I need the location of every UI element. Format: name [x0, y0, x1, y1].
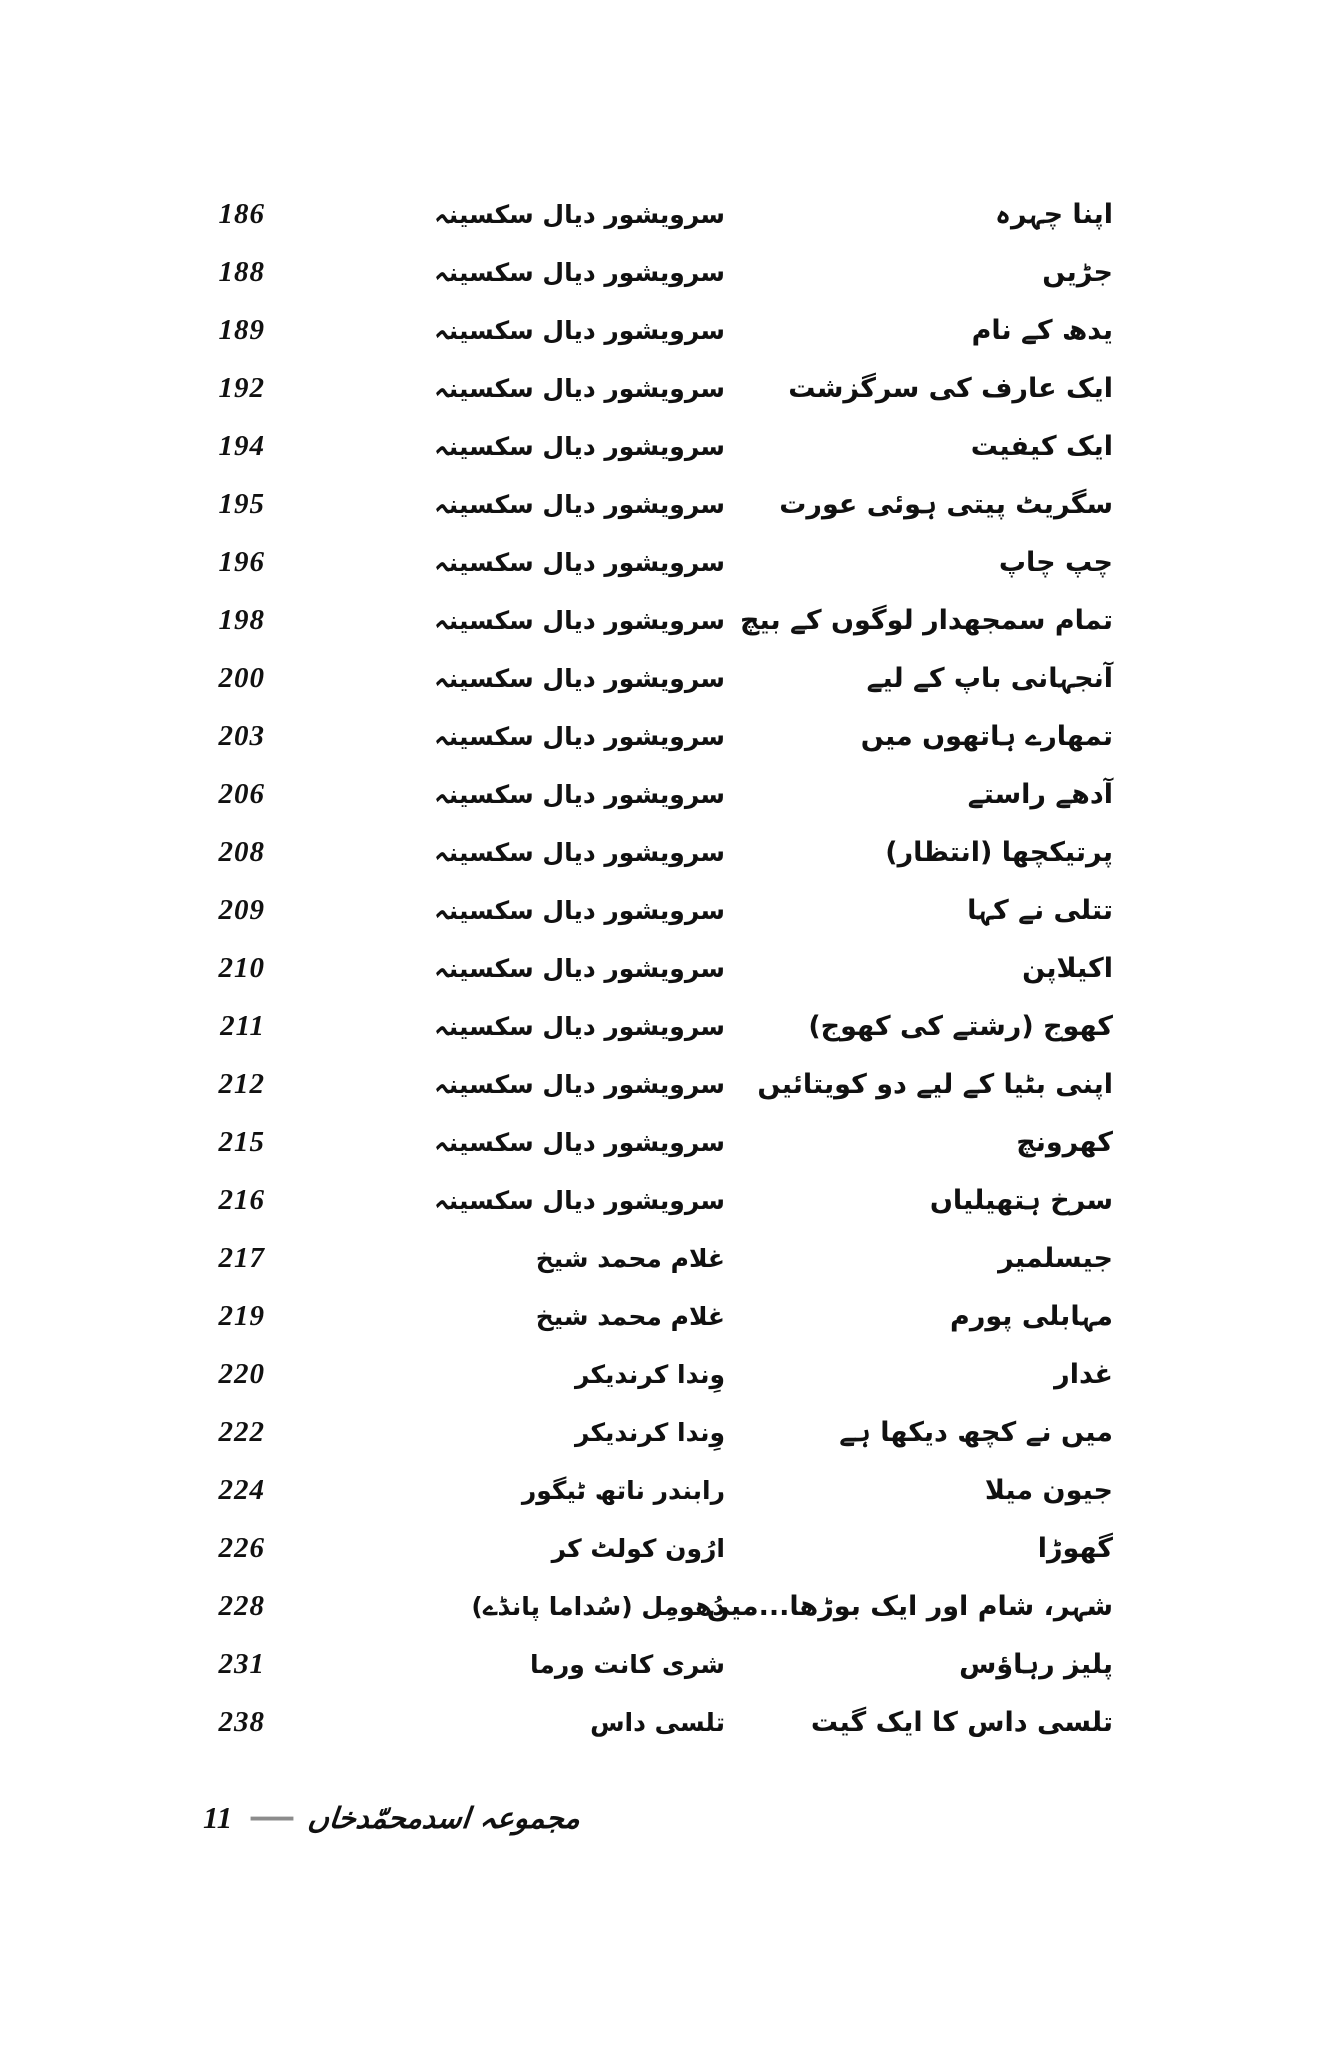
toc-author: غلام محمد شیخ [535, 1243, 725, 1273]
toc-page-number: 226 [218, 1531, 265, 1564]
toc-title: تتلی نے کہا [967, 894, 1113, 926]
toc-row [0, 1055, 1325, 1113]
toc-author: سرویشور دیال سکسینہ [434, 1069, 725, 1099]
toc-page-number: 195 [218, 487, 265, 520]
toc-author: سرویشور دیال سکسینہ [434, 373, 725, 403]
toc-title: تمھارے ہاتھوں میں [860, 720, 1113, 752]
toc-page-number: 209 [218, 893, 265, 926]
toc-title: چپ چاپ [998, 546, 1113, 578]
toc-row [0, 359, 1325, 417]
footer-dash: — [248, 1800, 294, 1835]
footer-page-number: 11 [203, 1800, 233, 1835]
toc-author: سرویشور دیال سکسینہ [434, 721, 725, 751]
toc-row [0, 881, 1325, 939]
toc-author: رابندر ناتھ ٹیگور [521, 1475, 725, 1505]
toc-title: جیسلمیر [998, 1242, 1113, 1274]
toc-page-number: 216 [218, 1183, 265, 1216]
toc-title: اکیلاپن [1022, 952, 1113, 984]
toc-author: سرویشور دیال سکسینہ [434, 257, 725, 287]
toc-row [0, 765, 1325, 823]
toc-row [0, 301, 1325, 359]
toc-author: سرویشور دیال سکسینہ [434, 1185, 725, 1215]
toc-page-number: 220 [218, 1357, 265, 1390]
toc-author: شری کانت ورما [529, 1649, 725, 1679]
toc-author: تلسی داس [590, 1707, 725, 1737]
toc-page-number: 186 [218, 197, 265, 230]
toc-title: شہر، شام اور ایک بوڑھا...میں [706, 1590, 1113, 1622]
toc-author: سرویشور دیال سکسینہ [434, 895, 725, 925]
toc-title: تمام سمجھدار لوگوں کے بیچ [740, 604, 1113, 636]
toc-title: اپنا چہرہ [995, 198, 1113, 230]
toc-title: کھرونچ [1016, 1126, 1113, 1158]
toc-page-number: 228 [218, 1589, 265, 1622]
toc-row [0, 1113, 1325, 1171]
toc-page-number: 210 [218, 951, 265, 984]
toc-page-number: 198 [218, 603, 265, 636]
toc-title: کھوج (رشتے کی کھوج) [808, 1010, 1113, 1042]
toc-author: سرویشور دیال سکسینہ [434, 315, 725, 345]
toc-title: آنجہانی باپ کے لیے [866, 662, 1113, 694]
toc-author: وِندا کرندیکر [574, 1359, 725, 1389]
toc-page-number: 206 [218, 777, 265, 810]
toc-author: سرویشور دیال سکسینہ [434, 1127, 725, 1157]
toc-page-number: 194 [218, 429, 265, 462]
toc-page-number: 189 [218, 313, 265, 346]
toc-row [0, 823, 1325, 881]
toc-author: سرویشور دیال سکسینہ [434, 547, 725, 577]
toc-page-number: 224 [218, 1473, 265, 1506]
toc-row [0, 185, 1325, 243]
toc-page-number: 219 [218, 1299, 265, 1332]
toc-page-number: 192 [218, 371, 265, 404]
toc-row [0, 1461, 1325, 1519]
toc-title: سرخ ہتھیلیاں [929, 1184, 1113, 1216]
toc-author: سرویشور دیال سکسینہ [434, 199, 725, 229]
toc-author: سرویشور دیال سکسینہ [434, 837, 725, 867]
toc-author: سرویشور دیال سکسینہ [434, 953, 725, 983]
toc-author: وِندا کرندیکر [574, 1417, 725, 1447]
toc-page-number: 238 [218, 1705, 265, 1738]
toc-row [0, 243, 1325, 301]
toc-title: جڑیں [1042, 256, 1113, 288]
toc-page-number: 231 [218, 1647, 265, 1680]
toc-title: ایک عارف کی سرگزشت [788, 372, 1113, 404]
toc-row [0, 1171, 1325, 1229]
toc-page-number: 208 [218, 835, 265, 868]
toc-row [0, 591, 1325, 649]
toc-author: سرویشور دیال سکسینہ [434, 779, 725, 809]
toc-title: جیون میلا [984, 1474, 1113, 1506]
toc-page-number: 222 [218, 1415, 265, 1448]
toc-page-number: 215 [218, 1125, 265, 1158]
toc-page-number: 200 [218, 661, 265, 694]
toc-title: پلیز رہاؤس [959, 1648, 1113, 1680]
footer-book-title: مجموعہ اسدمحمّدخاں [306, 1801, 583, 1835]
toc-row [0, 939, 1325, 997]
toc-author: سرویشور دیال سکسینہ [434, 1011, 725, 1041]
toc-row [0, 707, 1325, 765]
toc-page-number: 217 [218, 1241, 265, 1274]
toc-row [0, 1577, 1325, 1635]
toc-title: میں نے کچھ دیکھا ہے [839, 1416, 1113, 1448]
toc-row [0, 475, 1325, 533]
toc-row [0, 1403, 1325, 1461]
toc-row [0, 533, 1325, 591]
toc-author: سرویشور دیال سکسینہ [434, 431, 725, 461]
toc-title: اپنی بٹیا کے لیے دو کویتائیں [757, 1068, 1113, 1100]
toc-row [0, 1287, 1325, 1345]
toc-title: ایک کیفیت [970, 430, 1113, 462]
toc-row [0, 1635, 1325, 1693]
toc-page-number: 211 [220, 1009, 265, 1042]
toc-title: مہابلی پورم [950, 1300, 1113, 1332]
toc-row [0, 417, 1325, 475]
toc-author: سرویشور دیال سکسینہ [434, 489, 725, 519]
toc-author: سرویشور دیال سکسینہ [434, 663, 725, 693]
toc-page-number: 188 [218, 255, 265, 288]
toc-page-number: 203 [218, 719, 265, 752]
toc-page-number: 196 [218, 545, 265, 578]
page-footer [203, 1795, 1325, 1841]
toc-title: آدھے راستے [967, 778, 1113, 810]
toc-author: غلام محمد شیخ [535, 1301, 725, 1331]
toc-row [0, 1519, 1325, 1577]
toc-title: سگریٹ پیتی ہوئی عورت [779, 488, 1113, 520]
toc-row [0, 997, 1325, 1055]
toc-title: غدار [1054, 1358, 1113, 1390]
toc-author: سرویشور دیال سکسینہ [434, 605, 725, 635]
toc-title: تلسی داس کا ایک گیت [810, 1706, 1113, 1738]
toc-row [0, 649, 1325, 707]
toc-row [0, 1345, 1325, 1403]
toc-title: یدھ کے نام [971, 314, 1113, 346]
toc-row [0, 1229, 1325, 1287]
toc-title: گھوڑا [1037, 1532, 1113, 1564]
toc-author: ارُون کولٹ کر [551, 1533, 725, 1563]
toc-row [0, 1693, 1325, 1751]
toc-author: دُھومِل (سُداما پانڈے) [471, 1591, 725, 1621]
toc-page-number: 212 [218, 1067, 265, 1100]
toc-title: پرتیکچھا (انتظار) [885, 836, 1113, 868]
